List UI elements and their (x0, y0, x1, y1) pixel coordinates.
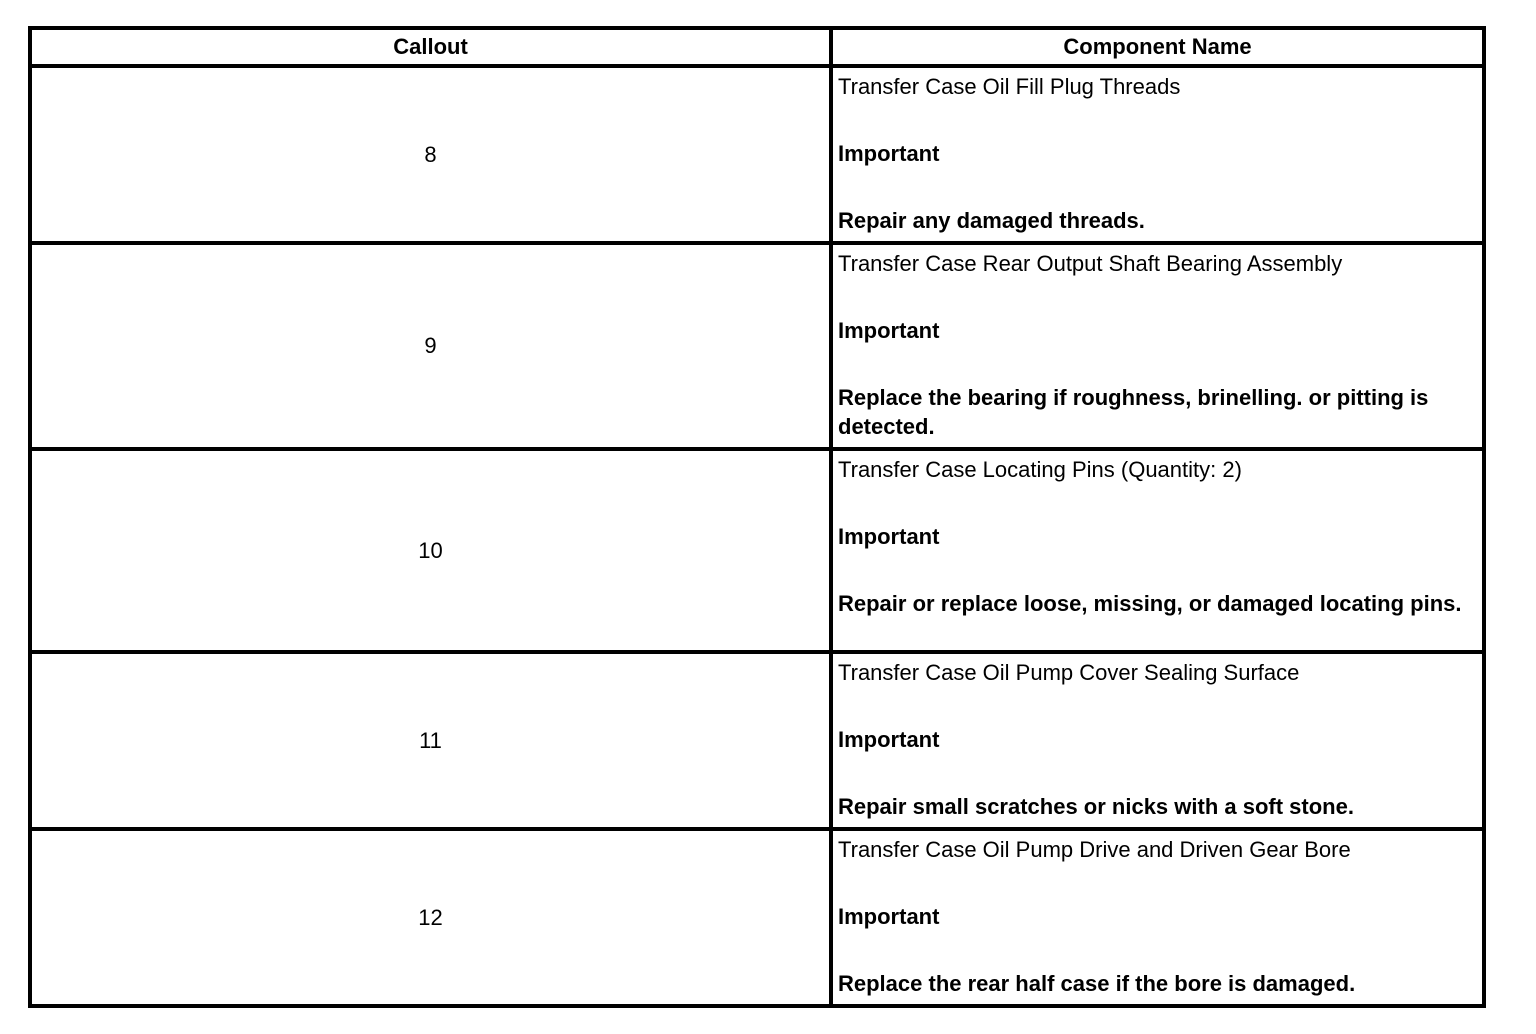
important-note: Repair or replace loose, missing, or damaged locating pins. (838, 591, 1462, 616)
component-cell (831, 66, 1484, 243)
header-component-name: Component Name (831, 28, 1484, 66)
component-cell (831, 829, 1484, 1006)
important-label: Important (838, 727, 940, 752)
callout-number: 8 (30, 66, 831, 243)
important-note: Replace the bearing if roughness, brinelling. or pitting is detected. (838, 385, 1429, 439)
callout-table (28, 26, 1486, 1008)
callout-number: 9 (30, 243, 831, 449)
callout-number: 11 (30, 652, 831, 829)
component-name: Transfer Case Oil Pump Cover Sealing Surface (838, 660, 1300, 685)
header-callout: Callout (30, 28, 831, 66)
component-name: Transfer Case Rear Output Shaft Bearing Assembly (838, 251, 1343, 276)
important-note: Repair any damaged threads. (838, 208, 1145, 233)
table-row (30, 829, 1484, 1006)
important-label: Important (838, 524, 940, 549)
table-row (30, 652, 1484, 829)
component-name: Transfer Case Oil Fill Plug Threads (838, 74, 1181, 99)
important-note: Replace the rear half case if the bore is damaged. (838, 971, 1356, 996)
component-name: Transfer Case Locating Pins (Quantity: 2) (838, 457, 1242, 482)
important-note: Repair small scratches or nicks with a soft stone. (838, 794, 1354, 819)
table-row (30, 66, 1484, 243)
component-cell (831, 652, 1484, 829)
callout-number: 12 (30, 829, 831, 1006)
table-header-row (30, 28, 1484, 66)
important-label: Important (838, 904, 940, 929)
callout-number: 10 (30, 449, 831, 652)
component-name: Transfer Case Oil Pump Drive and Driven Gear Bore (838, 837, 1351, 862)
table-row (30, 449, 1484, 652)
important-label: Important (838, 318, 940, 343)
table-row (30, 243, 1484, 449)
component-cell (831, 449, 1484, 652)
callout-table-container (28, 26, 1482, 1008)
important-label: Important (838, 141, 940, 166)
component-cell (831, 243, 1484, 449)
